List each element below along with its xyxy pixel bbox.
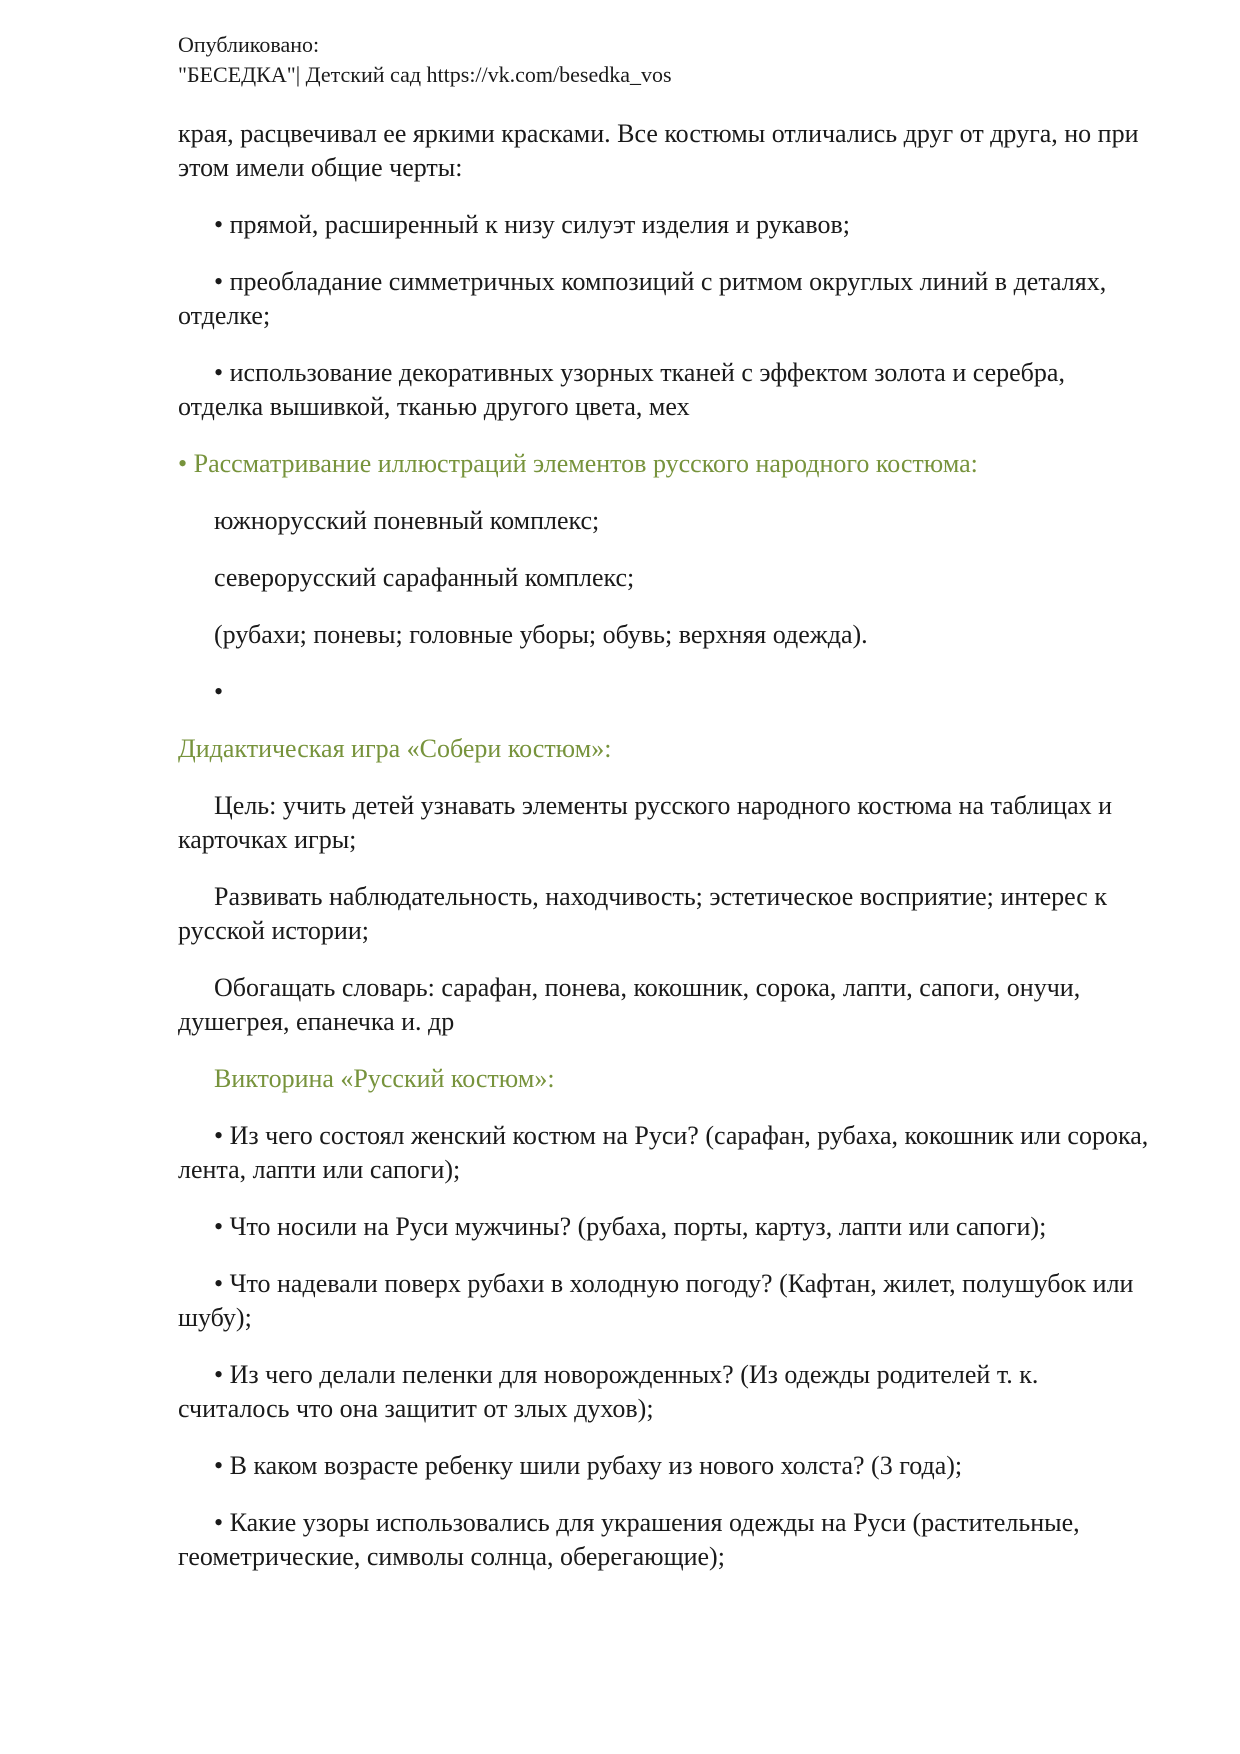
heading-illustrations: • Рассматривание иллюстраций элементов русского народного костюма:	[178, 449, 978, 478]
quiz-question-5: • В каком возрасте ребенку шили рубаху из нового холста? (3 года);	[214, 1451, 963, 1480]
bullet-symmetry: • преобладание симметричных композиций с ритмом округлых линий в деталях, отделке;	[178, 267, 1107, 330]
quiz-question-3: • Что надевали поверх рубахи в холодную погоду? (Кафтан, жилет, полушубок или шубу);	[178, 1269, 1134, 1332]
published-label: Опубликовано:	[178, 32, 320, 57]
source-line: "БЕСЕДКА"| Детский сад https://vk.com/besedka_vos	[178, 62, 672, 87]
item-south-complex: южнорусский поневный комплекс;	[214, 506, 600, 535]
document-body	[178, 117, 1150, 1597]
quiz-question-6: • Какие узоры использовались для украшения одежды на Руси (растительные, геометрические, символы солнца, оберегающие);	[178, 1508, 1080, 1571]
game-vocabulary: Обогащать словарь: сарафан, понева, кокошник, сорока, лапти, сапоги, онучи, душегрея, епанечка и. др	[178, 973, 1081, 1036]
game-develop: Развивать наблюдательность, находчивость; эстетическое восприятие; интерес к русской истории;	[178, 882, 1107, 945]
publication-header	[178, 30, 1078, 90]
bullet-silhouette: • прямой, расширенный к низу силуэт изделия и рукавов;	[214, 210, 851, 239]
bullet-fabrics: • использование декоративных узорных тканей с эффектом золота и серебра, отделка вышивкой, тканью другого цвета, мех	[178, 358, 1065, 421]
game-goal: Цель: учить детей узнавать элементы русского народного костюма на таблицах и карточках игры;	[178, 791, 1113, 854]
item-north-complex: северорусский сарафанный комплекс;	[214, 563, 635, 592]
quiz-question-2: • Что носили на Руси мужчины? (рубаха, порты, картуз, лапти или сапоги);	[214, 1212, 1047, 1241]
quiz-question-1: • Из чего состоял женский костюм на Руси? (сарафан, рубаха, кокошник или сорока, лента, лапти или сапоги);	[178, 1121, 1149, 1184]
heading-didactic-game: Дидактическая игра «Собери костюм»:	[178, 734, 612, 763]
heading-quiz: Викторина «Русский костюм»:	[214, 1064, 555, 1093]
item-garments: (рубахи; поневы; головные уборы; обувь; верхняя одежда).	[214, 620, 868, 649]
quiz-question-4: • Из чего делали пеленки для новорожденных? (Из одежды родителей т. к. считалось что она защитит от злых духов);	[178, 1360, 1039, 1423]
paragraph-intro: края, расцвечивал ее яркими красками. Все костюмы отличались друг от друга, но при этом имели общие черты:	[178, 119, 1139, 182]
empty-bullet: •	[214, 677, 224, 706]
